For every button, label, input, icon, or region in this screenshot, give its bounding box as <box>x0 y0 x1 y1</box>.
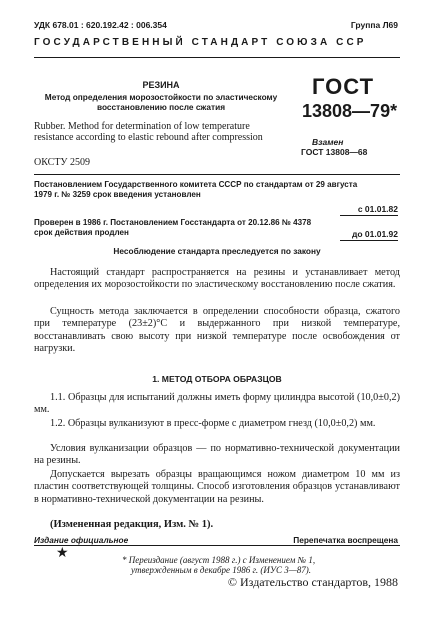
group-code: Группа Л69 <box>350 20 398 30</box>
reprint-notice: Перепечатка воспрещена <box>293 535 398 545</box>
date-underline-2 <box>340 240 398 241</box>
official-edition: Издание официальное <box>34 535 129 545</box>
copyright: © Издательство стандартов, 1988 <box>227 575 398 589</box>
footnote-line1: * Переиздание (август 1988 г.) с Изменением № 1, <box>122 555 316 565</box>
clause-1-1: 1.1. Образцы для испытаний должны иметь форму цилиндра высотой (10,0±0,2) мм. <box>34 392 400 416</box>
footnote-line2: утвержденным в декабре 1986 г. (ИУС 3—87). <box>131 565 311 575</box>
divider-bottom <box>34 545 400 546</box>
date-underline-1 <box>340 215 398 216</box>
decree-date-start: с 01.01.82 <box>357 204 398 214</box>
gost-label: ГОСТ <box>312 74 375 99</box>
clause-vulcanization: Условия вулканизации образцов — по нормативно-технической документации на резины. <box>34 443 400 467</box>
okstu-code: ОКСТУ 2509 <box>34 157 91 168</box>
decree-line3: Проверен в 1986 г. Постановлением Госстандарта от 20.12.86 № 4378 <box>34 218 312 227</box>
standard-banner: ГОСУДАРСТВЕННЫЙ СТАНДАРТ СОЮЗА ССР <box>34 37 367 48</box>
clause-cutting: Допускается вырезать образцы вращающимся ножом диаметром 10 мм из пластин соответствующей толщины. Способ изготовления образцов устанавливают в нормативно-технической документации на резины. <box>34 469 400 505</box>
intro-paragraph-2: Сущность метода заключается в определении способности образца, сжатого при температуре (23±2)°С и выдержанного при низкой температуре, восстанавливать свою высоту при низкой температуре после освобождения от нагрузки. <box>34 306 400 355</box>
title-line2-ru: восстановлению после сжатия <box>96 102 226 112</box>
star-icon: ★ <box>56 546 69 561</box>
title-line1-en: Rubber. Method for determination of low temperature <box>34 121 250 132</box>
decree-line2: 1979 г. № 3259 срок введения установлен <box>34 190 201 199</box>
revision-note: (Измененная редакция, Изм. № 1). <box>50 519 214 530</box>
title-line1-ru: Метод определения морозостойкости по эластическому <box>44 92 278 102</box>
decree-line4: срок действия продлен <box>34 228 129 237</box>
decree-date-end: до 01.01.92 <box>351 229 398 239</box>
gost-number: 13808—79* <box>302 101 398 121</box>
udk-code: УДК 678.01 : 620.192.42 : 006.354 <box>34 20 167 30</box>
title-heading-ru: РЕЗИНА <box>142 80 180 90</box>
replaces-label: Взамен <box>312 137 344 147</box>
intro-paragraph-1: Настоящий стандарт распространяется на резины и устанавливает метод определения их морозостойкости по эластическому восстановлению после сжатия. <box>34 267 400 291</box>
decree-line1: Постановлением Государственного комитета СССР по стандартам от 29 августа <box>34 180 358 189</box>
section-heading: 1. МЕТОД ОТБОРА ОБРАЗЦОВ <box>152 374 282 384</box>
replaces-value: ГОСТ 13808—68 <box>301 147 368 157</box>
clause-1-2: 1.2. Образцы вулканизуют в пресс-форме с диаметром гнезд (10,0±0,2) мм. <box>50 418 376 429</box>
divider-top <box>34 57 400 58</box>
title-line2-en: resistance according to elastic rebound after compression <box>34 132 263 143</box>
divider-mid <box>34 174 400 175</box>
legal-warning: Несоблюдение стандарта преследуется по закону <box>113 246 321 256</box>
